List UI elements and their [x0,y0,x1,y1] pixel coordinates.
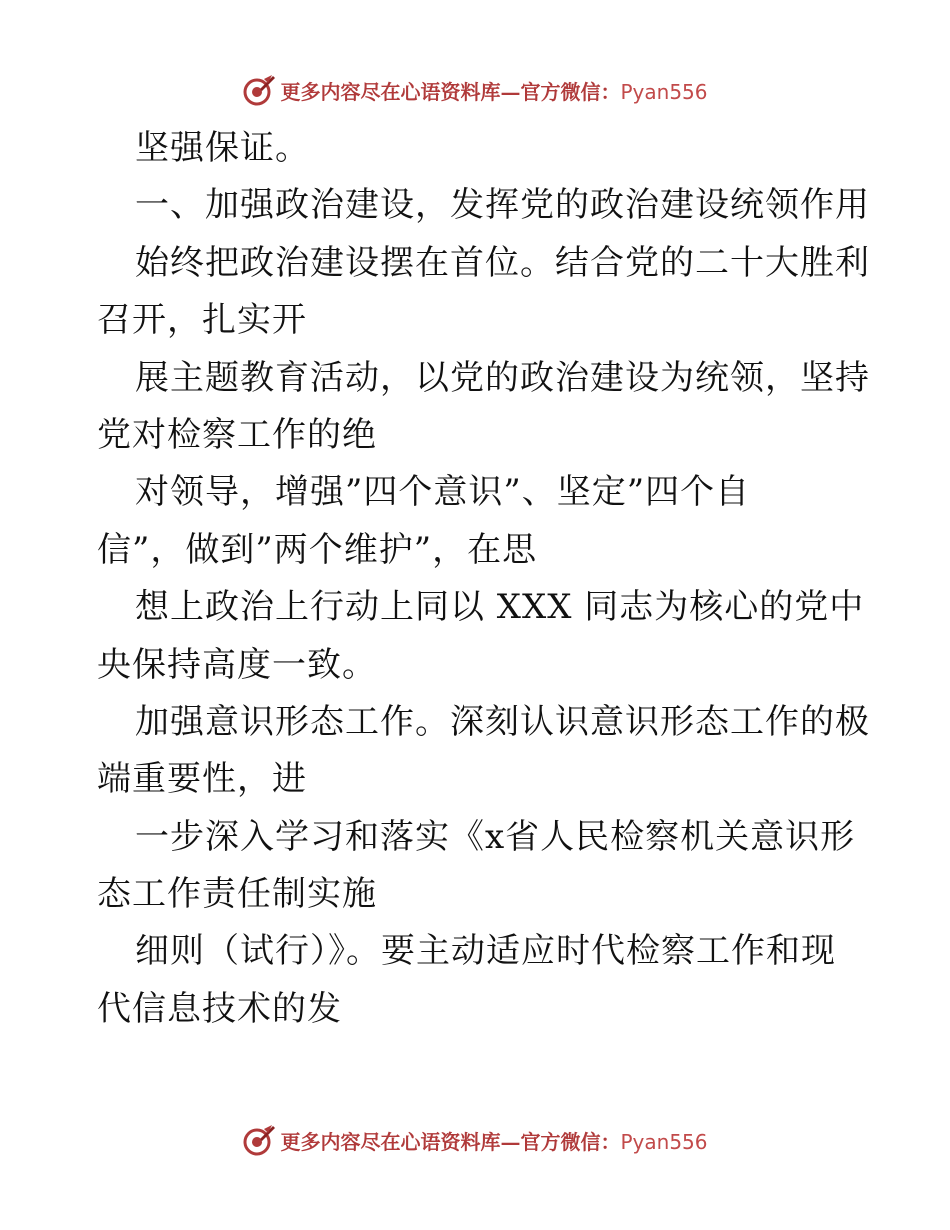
text-line: 一步深入学习和落实《x省人民检察机关意识形 [135,816,856,857]
section-heading: 一、加强政治建设，发挥党的政治建设统领作用 [135,185,870,226]
text-line: 始终把政治建设摆在首位。结合党的二十大胜利 [135,242,870,283]
text-line: 想上政治上行动上同以 XXX 同志为核心的党中 [135,587,865,628]
text-line: 对领导，增强”四个意识”、坚定”四个自 [135,472,751,513]
text-line: 央保持高度一致。 [97,644,377,685]
text-line: 代信息技术的发 [97,988,342,1029]
watermark-handle: Pyan556 [620,79,708,104]
watermark-text: 更多内容尽在心语资料库—官方微信：Pyan556 [280,1129,708,1154]
watermark-handle: Pyan556 [620,1129,708,1154]
document-body [97,120,870,1038]
text-line: 加强意识形态工作。深刻认识意识形态工作的极 [135,701,870,742]
quill-logo-icon [242,73,276,107]
watermark-text: 更多内容尽在心语资料库—官方微信：Pyan556 [280,79,708,104]
footer-watermark [0,1120,950,1160]
text-line: 信”，做到”两个维护”，在思 [97,529,538,570]
quill-logo-icon [242,1123,276,1157]
header-watermark [0,70,950,110]
text-line: 召开，扎实开 [97,300,307,341]
text-line: 端重要性，进 [97,759,307,800]
text-line: 展主题教育活动，以党的政治建设为统领，坚持 [135,357,870,398]
text-line: 态工作责任制实施 [97,874,377,915]
text-line: 细则（试行）》。要主动适应时代检察工作和现 [135,931,836,972]
text-line: 坚强保证。 [135,128,310,168]
text-line: 党对检察工作的绝 [97,414,377,455]
